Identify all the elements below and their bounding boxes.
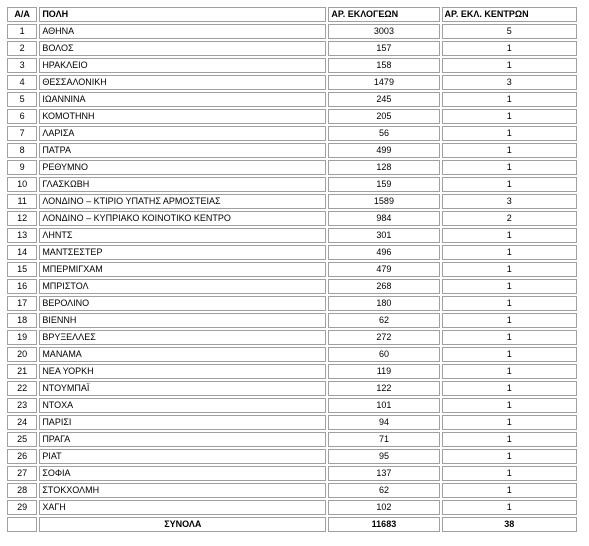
cell-city: ΒΟΛΟΣ [39, 41, 326, 56]
cell-city: ΠΑΤΡΑ [39, 143, 326, 158]
cell-centers: 1 [442, 483, 577, 498]
cell-voters: 1589 [328, 194, 439, 209]
cell-aa: 22 [7, 381, 37, 396]
table-row [7, 330, 577, 345]
cell-voters: 62 [328, 483, 439, 498]
cell-city: ΧΑΓΗ [39, 500, 326, 515]
cell-aa: 10 [7, 177, 37, 192]
cell-voters: 95 [328, 449, 439, 464]
cell-centers: 1 [442, 296, 577, 311]
cell-centers: 1 [442, 262, 577, 277]
cell-centers: 1 [442, 41, 577, 56]
cell-centers: 1 [442, 58, 577, 73]
cell-aa: 2 [7, 41, 37, 56]
cell-city: ΝΤΟΧΑ [39, 398, 326, 413]
table-row [7, 24, 577, 39]
table-row [7, 109, 577, 124]
table-row [7, 92, 577, 107]
cell-aa: 13 [7, 228, 37, 243]
cell-voters: 128 [328, 160, 439, 175]
cell-voters: 1479 [328, 75, 439, 90]
header-city: ΠΟΛΗ [39, 7, 326, 22]
cell-centers: 1 [442, 381, 577, 396]
cell-voters: 499 [328, 143, 439, 158]
totals-centers: 38 [442, 517, 577, 532]
cell-aa: 29 [7, 500, 37, 515]
table-row [7, 500, 577, 515]
table-row [7, 245, 577, 260]
cell-centers: 1 [442, 347, 577, 362]
totals-voters: 11683 [328, 517, 439, 532]
cell-centers: 1 [442, 245, 577, 260]
table-row [7, 415, 577, 430]
cell-voters: 245 [328, 92, 439, 107]
cell-centers: 1 [442, 415, 577, 430]
cell-centers: 3 [442, 194, 577, 209]
cell-aa: 1 [7, 24, 37, 39]
cell-city: ΡΕΘΥΜΝΟ [39, 160, 326, 175]
cell-city: ΜΑΝΤΣΕΣΤΕΡ [39, 245, 326, 260]
cell-city: ΠΑΡΙΣΙ [39, 415, 326, 430]
table-row [7, 466, 577, 481]
table-row [7, 364, 577, 379]
header-centers: ΑΡ. ΕΚΛ. ΚΕΝΤΡΩΝ [442, 7, 577, 22]
cell-centers: 1 [442, 364, 577, 379]
cell-voters: 301 [328, 228, 439, 243]
table-row [7, 483, 577, 498]
table-row [7, 279, 577, 294]
cell-city: ΝΤΟΥΜΠΑΪ [39, 381, 326, 396]
cell-city: ΑΘΗΝΑ [39, 24, 326, 39]
cell-voters: 62 [328, 313, 439, 328]
cell-voters: 60 [328, 347, 439, 362]
table-row [7, 41, 577, 56]
cell-aa: 3 [7, 58, 37, 73]
header-voters: ΑΡ. ΕΚΛΟΓΕΩΝ [328, 7, 439, 22]
cell-aa: 15 [7, 262, 37, 277]
table-row [7, 296, 577, 311]
table-row [7, 143, 577, 158]
cell-voters: 71 [328, 432, 439, 447]
cell-voters: 101 [328, 398, 439, 413]
cell-centers: 1 [442, 432, 577, 447]
cell-voters: 56 [328, 126, 439, 141]
cell-centers: 3 [442, 75, 577, 90]
table-row [7, 160, 577, 175]
cell-centers: 2 [442, 211, 577, 226]
cell-centers: 1 [442, 177, 577, 192]
cell-voters: 159 [328, 177, 439, 192]
table-row [7, 228, 577, 243]
cell-voters: 3003 [328, 24, 439, 39]
cell-city: ΣΤΟΚΧΟΛΜΗ [39, 483, 326, 498]
table-row [7, 194, 577, 209]
cell-aa: 7 [7, 126, 37, 141]
cell-centers: 1 [442, 92, 577, 107]
table-row [7, 449, 577, 464]
cell-city: ΠΡΑΓΑ [39, 432, 326, 447]
cell-voters: 137 [328, 466, 439, 481]
cell-city: ΣΟΦΙΑ [39, 466, 326, 481]
cell-voters: 122 [328, 381, 439, 396]
cell-aa: 19 [7, 330, 37, 345]
cell-city: ΒΡΥΞΕΛΛΕΣ [39, 330, 326, 345]
header-row [7, 7, 577, 22]
cell-centers: 1 [442, 126, 577, 141]
cell-centers: 1 [442, 398, 577, 413]
cell-aa: 16 [7, 279, 37, 294]
cell-city: ΡΙΑΤ [39, 449, 326, 464]
cell-centers: 1 [442, 449, 577, 464]
table-row [7, 75, 577, 90]
header-aa: Α/Α [7, 7, 37, 22]
cell-voters: 496 [328, 245, 439, 260]
cell-aa: 6 [7, 109, 37, 124]
cell-voters: 158 [328, 58, 439, 73]
cell-centers: 1 [442, 500, 577, 515]
cell-centers: 1 [442, 109, 577, 124]
cell-city: ΜΠΡΙΣΤΟΛ [39, 279, 326, 294]
cell-aa: 25 [7, 432, 37, 447]
cell-city: ΘΕΣΣΑΛΟΝΙΚΗ [39, 75, 326, 90]
cell-centers: 1 [442, 330, 577, 345]
cell-city: ΗΡΑΚΛΕΙΟ [39, 58, 326, 73]
cell-city: ΛΟΝΔΙΝΟ – ΚΥΠΡΙΑΚΟ ΚΟΙΝΟΤΙΚΟ ΚΕΝΤΡΟ [39, 211, 326, 226]
cell-aa: 12 [7, 211, 37, 226]
cell-aa: 14 [7, 245, 37, 260]
cell-city: ΜΠΕΡΜΙΓΧΑΜ [39, 262, 326, 277]
cell-voters: 205 [328, 109, 439, 124]
table-row [7, 347, 577, 362]
cell-centers: 1 [442, 466, 577, 481]
table-row [7, 432, 577, 447]
cell-centers: 1 [442, 143, 577, 158]
cell-city: ΛΗΝΤΣ [39, 228, 326, 243]
cell-centers: 1 [442, 228, 577, 243]
cell-centers: 1 [442, 279, 577, 294]
cell-aa: 18 [7, 313, 37, 328]
table-row [7, 126, 577, 141]
totals-label: ΣΥΝΟΛΑ [39, 517, 326, 532]
table-row [7, 398, 577, 413]
table-row [7, 58, 577, 73]
cell-centers: 1 [442, 160, 577, 175]
cell-aa: 23 [7, 398, 37, 413]
cell-city: ΙΩΑΝΝΙΝΑ [39, 92, 326, 107]
cell-centers: 5 [442, 24, 577, 39]
cell-city: ΒΕΡΟΛΙΝΟ [39, 296, 326, 311]
totals-row [7, 517, 577, 532]
cell-city: ΝΕΑ ΥΟΡΚΗ [39, 364, 326, 379]
table-row [7, 262, 577, 277]
table-row [7, 381, 577, 396]
cell-city: ΛΟΝΔΙΝΟ – ΚΤΙΡΙΟ ΥΠΑΤΗΣ ΑΡΜΟΣΤΕΙΑΣ [39, 194, 326, 209]
cell-aa: 4 [7, 75, 37, 90]
table-body [7, 24, 577, 515]
cell-city: ΓΛΑΣΚΩΒΗ [39, 177, 326, 192]
cell-aa: 17 [7, 296, 37, 311]
cell-voters: 94 [328, 415, 439, 430]
table-row [7, 211, 577, 226]
cell-voters: 102 [328, 500, 439, 515]
cell-voters: 268 [328, 279, 439, 294]
cell-city: ΜΑΝΑΜΑ [39, 347, 326, 362]
cell-voters: 157 [328, 41, 439, 56]
cell-aa: 8 [7, 143, 37, 158]
cell-aa: 9 [7, 160, 37, 175]
cell-aa: 20 [7, 347, 37, 362]
cell-aa: 28 [7, 483, 37, 498]
cell-voters: 272 [328, 330, 439, 345]
table-row [7, 177, 577, 192]
cell-centers: 1 [442, 313, 577, 328]
cell-voters: 984 [328, 211, 439, 226]
cell-aa: 24 [7, 415, 37, 430]
cell-city: ΚΟΜΟΤΗΝΗ [39, 109, 326, 124]
cell-aa: 11 [7, 194, 37, 209]
voters-table [5, 5, 579, 534]
cell-voters: 479 [328, 262, 439, 277]
cell-aa: 21 [7, 364, 37, 379]
cell-aa: 5 [7, 92, 37, 107]
cell-aa: 26 [7, 449, 37, 464]
table-row [7, 313, 577, 328]
totals-aa-cell [7, 517, 37, 532]
cell-voters: 119 [328, 364, 439, 379]
cell-city: ΛΑΡΙΣΑ [39, 126, 326, 141]
cell-aa: 27 [7, 466, 37, 481]
cell-city: ΒΙΕΝΝΗ [39, 313, 326, 328]
cell-voters: 180 [328, 296, 439, 311]
